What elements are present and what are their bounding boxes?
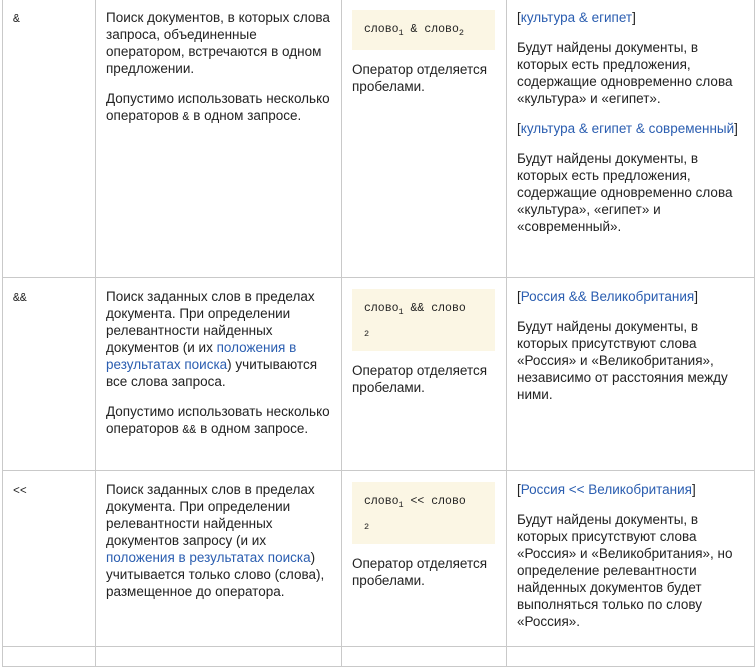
description-cell: [96, 471, 342, 647]
description-text: Поиск документов, в которых слова запроса, объединенные оператором, встречаются в одном предложении.: [106, 10, 330, 76]
example-result: Будут найдены документы, в которых есть предложения, содержащие одновременно слова «культура» и «египет».: [517, 40, 733, 106]
inline-operator-code: &: [182, 111, 190, 124]
syntax-cell: [342, 647, 507, 667]
syntax-note: Оператор отделяется пробелами.: [352, 363, 488, 395]
syntax-note: Оператор отделяется пробелами.: [352, 62, 488, 94]
example-result: Будут найдены документы, в которых есть предложения, содержащие одновременно слова «культура», «египет» и «современный».: [517, 151, 733, 234]
example-cell: [507, 471, 755, 647]
description-cell: [96, 278, 342, 471]
example-query-link[interactable]: Россия && Великобритания: [520, 289, 695, 304]
syntax-cell: [342, 471, 507, 647]
table-row: [3, 647, 755, 667]
table-row: [3, 278, 755, 471]
syntax-code-block: слово$_1$ && слово $_2$: [352, 289, 495, 351]
description-cell: [96, 0, 342, 278]
example-query-link[interactable]: Россия << Великобритания: [520, 482, 692, 497]
description-cell: [96, 647, 342, 667]
example-query: [Россия && Великобритания]: [517, 289, 698, 304]
example-cell: [507, 647, 755, 667]
operator-symbol: &&: [13, 292, 27, 305]
example-query: [культура & египет]: [517, 10, 636, 25]
description-note: Допустимо использовать несколько операторов && в одном запросе.: [106, 404, 330, 437]
example-result: Будут найдены документы, в которых присутствуют слова «Россия» и «Великобритания», но определение релевантности найденных документов будет выполняться только по слову «Россия».: [517, 512, 733, 629]
example-query: [Россия << Великобритания]: [517, 482, 696, 497]
example-cell: [507, 278, 755, 471]
example-query: [культура & египет & современный]: [517, 121, 738, 136]
operator-cell: [3, 647, 96, 667]
ranking-position-link[interactable]: положения в результатах поиска: [106, 340, 297, 372]
ranking-position-link[interactable]: положения в результатах поиска: [106, 550, 311, 565]
operator-symbol: &: [13, 13, 20, 26]
syntax-note: Оператор отделяется пробелами.: [352, 556, 488, 588]
syntax-code-block: слово$_1$ << слово $_2$: [352, 482, 495, 544]
table-row: [3, 471, 755, 647]
description-text: Поиск заданных слов в пределах документа. При определении релевантности найденных документов (и их положения в результатах поиска) учитываются все слова запроса.: [106, 289, 318, 389]
operator-cell: [3, 0, 96, 278]
operator-symbol: <<: [13, 485, 27, 498]
inline-operator-code: &&: [182, 424, 197, 437]
example-cell: [507, 0, 755, 278]
operator-cell: [3, 278, 96, 471]
syntax-cell: [342, 0, 507, 278]
table-row: [3, 0, 755, 278]
syntax-code-block: слово$_1$ & слово$_2$: [352, 10, 495, 50]
operators-table: [2, 0, 755, 667]
example-result: Будут найдены документы, в которых присутствуют слова «Россия» и «Великобритания», независимо от расстояния между ними.: [517, 319, 728, 402]
example-query-link[interactable]: культура & египет & современный: [520, 121, 735, 136]
description-note: Допустимо использовать несколько операторов & в одном запросе.: [106, 91, 330, 124]
example-query-link[interactable]: культура & египет: [520, 10, 633, 25]
syntax-cell: [342, 278, 507, 471]
operator-cell: [3, 471, 96, 647]
description-text: Поиск заданных слов в пределах документа. При определении релевантности найденных документов запросу (и их положения в результатах поиска) учитывается только слово (слова), размещенное до оператора.: [106, 482, 325, 599]
